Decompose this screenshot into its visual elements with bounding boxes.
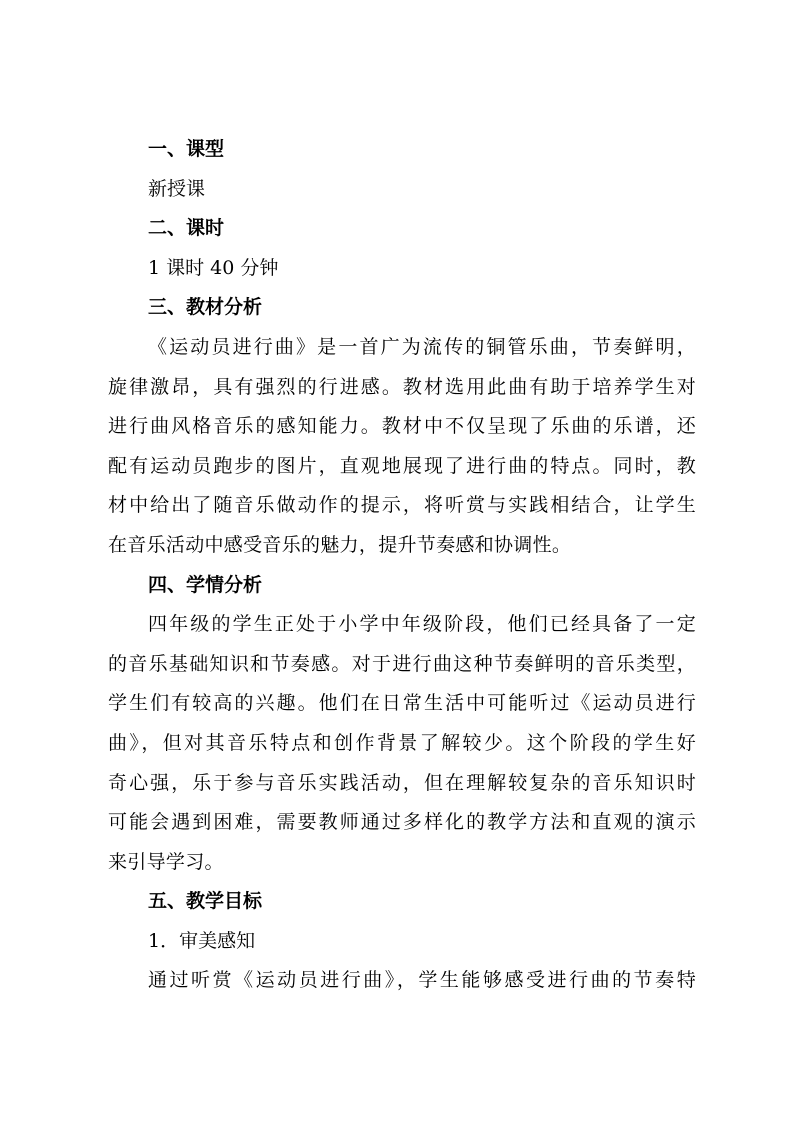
aesthetic-perception-paragraph <box>108 961 696 1001</box>
student-analysis-line: 来引导学习。 <box>108 850 224 873</box>
student-analysis-line: 学生们有较高的兴趣。他们在日常生活中可能听过《运动员进行 <box>108 692 696 715</box>
textbook-analysis-line: 材中给出了随音乐做动作的提示，将听赏与实践相结合，让学生 <box>108 494 696 517</box>
textbook-analysis-line: 进行曲风格音乐的感知能力。教材中不仅呈现了乐曲的乐谱，还 <box>108 415 696 438</box>
lesson-type-text: 新授课 <box>148 177 206 200</box>
student-analysis-line: 四年级的学生正处于小学中年级阶段，他们已经具备了一定 <box>148 613 696 636</box>
aesthetic-perception-line: 通过听赏《运动员进行曲》，学生能够感受进行曲的节奏特 <box>148 969 696 992</box>
student-analysis-line: 的音乐基础知识和节奏感。对于进行曲这种节奏鲜明的音乐类型， <box>108 652 696 675</box>
document-page <box>108 130 696 1001</box>
textbook-analysis-line: 配有运动员跑步的图片，直观地展现了进行曲的特点。同时，教 <box>108 454 696 477</box>
student-analysis-paragraph <box>108 605 696 882</box>
textbook-analysis-line: 在音乐活动中感受音乐的魅力，提升节奏感和协调性。 <box>108 533 572 556</box>
textbook-analysis-line: 《运动员进行曲》是一首广为流传的铜管乐曲，节奏鲜明， <box>148 335 696 358</box>
section-heading-student-analysis: 四、学情分析 <box>148 573 263 596</box>
textbook-analysis-line: 旋律激昂，具有强烈的行进感。教材选用此曲有助于培养学生对 <box>108 375 696 398</box>
textbook-analysis-paragraph <box>108 328 696 566</box>
section-heading-teaching-goals: 五、教学目标 <box>148 890 263 913</box>
student-analysis-line: 可能会遇到困难，需要教师通过多样化的教学方法和直观的演示 <box>108 811 696 834</box>
student-analysis-line: 曲》，但对其音乐特点和创作背景了解较少。这个阶段的学生好 <box>108 731 696 754</box>
section-heading-lesson-type: 一、课型 <box>148 138 225 160</box>
section-heading-textbook-analysis: 三、教材分析 <box>148 296 263 319</box>
lesson-hours-text: 1 课时 40 分钟 <box>148 256 279 279</box>
goal-subheading-aesthetic-perception: 1．审美感知 <box>148 929 256 952</box>
section-heading-lesson-hours: 二、课时 <box>148 217 225 240</box>
student-analysis-line: 奇心强，乐于参与音乐实践活动，但在理解较复杂的音乐知识时 <box>108 771 696 794</box>
